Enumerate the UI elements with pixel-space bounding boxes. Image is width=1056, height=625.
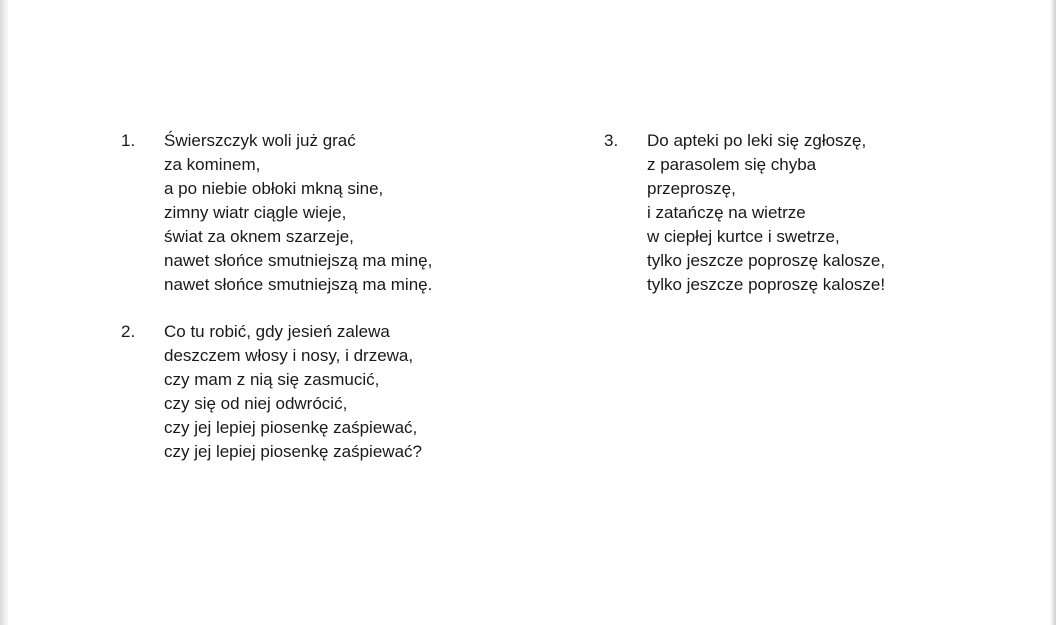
verse-line: z parasolem się chyba: [647, 155, 817, 174]
verse-line: tylko jeszcze poproszę kalosze,: [647, 251, 886, 270]
verse-line: przeproszę,: [647, 179, 736, 198]
stanza-number: 1.: [121, 131, 136, 150]
page-left-edge: [0, 0, 8, 625]
verse-line: w ciepłej kurtce i swetrze,: [647, 227, 840, 246]
stanza-number: 3.: [604, 131, 619, 150]
stanza-lines: [164, 129, 432, 297]
verse-line: czy się od niej odwrócić,: [164, 394, 348, 413]
verse-line: czy jej lepiej piosenkę zaśpiewać,: [164, 418, 418, 437]
stanza-number: 2.: [121, 322, 136, 341]
verse-line: Co tu robić, gdy jesień zalewa: [164, 322, 390, 341]
verse-line: czy jej lepiej piosenkę zaśpiewać?: [164, 442, 422, 461]
verse-line: nawet słońce smutniejszą ma minę,: [164, 251, 433, 270]
document-page: [8, 0, 1050, 625]
verse-line: nawet słońce smutniejszą ma minę.: [164, 275, 433, 294]
verse-line: Świerszczyk woli już grać: [164, 131, 356, 150]
stanza-lines: [647, 129, 885, 297]
verse-line: deszczem włosy i nosy, i drzewa,: [164, 346, 414, 365]
verse-line: za kominem,: [164, 155, 261, 174]
verse-line: czy mam z nią się zasmucić,: [164, 370, 380, 389]
verse-line: tylko jeszcze poproszę kalosze!: [647, 275, 886, 294]
page-scrollbar[interactable]: [1050, 0, 1056, 625]
verse-line: i zatańczę na wietrze: [647, 203, 806, 222]
stanza-lines: [164, 320, 422, 464]
verse-line: a po niebie obłoki mkną sine,: [164, 179, 384, 198]
verse-line: świat za oknem szarzeje,: [164, 227, 354, 246]
verse-line: Do apteki po leki się zgłoszę,: [647, 131, 867, 150]
verse-line: zimny wiatr ciągle wieje,: [164, 203, 347, 222]
